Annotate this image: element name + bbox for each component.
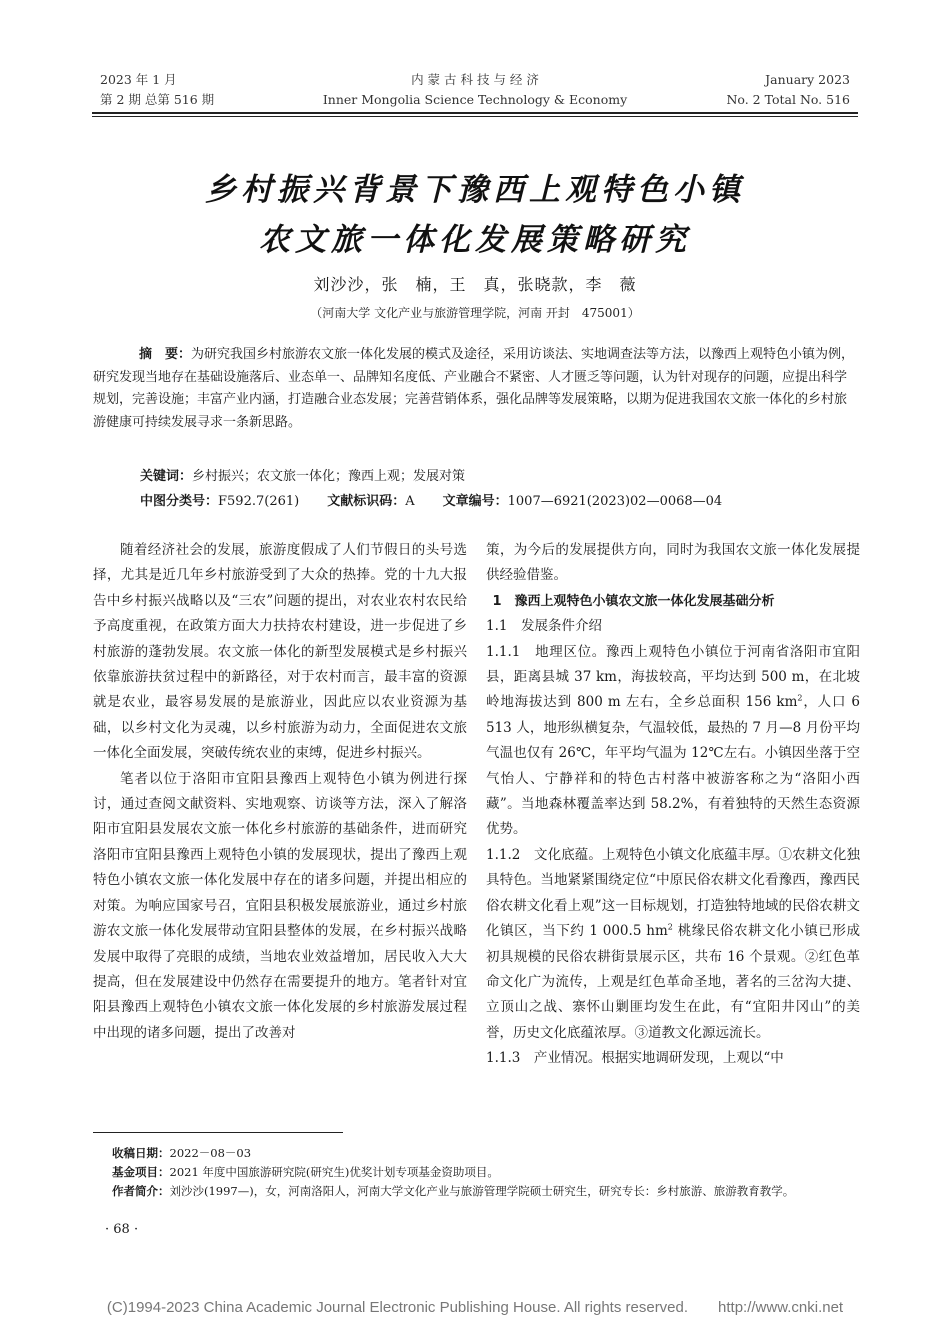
paragraph-geography-text-b: ，人口 6 513 人，地形纵横复杂，气温较低，最热的 7 月—8 月份平均气温也仅有 26℃，年平均气温为 12℃左右。小镇因坐落于空气怡人、宁静祥和的特色古村落中被游客称之为“洛阳小西藏”。当地森林覆盖率达到 58.2%，有着独特的天然生态资源优势。 xyxy=(486,694,860,838)
affiliation: （河南大学 文化产业与旅游管理学院，河南 开封 475001） xyxy=(310,306,640,320)
doc-code-label: 文献标识码： xyxy=(327,494,406,509)
author-bio-value: 刘沙沙(1997—)，女，河南洛阳人，河南大学文化产业与旅游管理学院硕士研究生，研究专长：乡村旅游、旅游教育教学。 xyxy=(169,1184,795,1198)
paragraph-culture-text-b: 桃缘民俗农耕文化小镇已形成初具规模的民俗农耕街景展示区，共布 16 个景观。②红色革命文化广为流传，上观是红色革命圣地，著名的三岔沟大捷、立顶山之战、寨怀山剿匪均发生在此，有“宜阳井冈山”的美誉，历史文化底蕴浓厚。③道教文化源远流长。 xyxy=(486,923,860,1041)
abstract-text: 为研究我国乡村旅游农文旅一体化发展的模式及途径，采用访谈法、实地调查法等方法，以豫西上观特色小镇为例，研究发现当地存在基础设施落后、业态单一、品牌知名度低、产业融合不紧密、人才匮乏等问题，认为针对现存的问题，应提出科学规划，完善设施；丰富产业内涵，打造融合业态发展；完善营销体系，强化品牌等发展策略，以期为促进我国农文旅一体化的乡村旅游健康可持续发展寻求一条新思路。 xyxy=(93,347,855,430)
section-heading-1: 1 豫西上观特色小镇农文旅一体化发展基础分析 xyxy=(492,593,775,609)
doc-code-value: A xyxy=(405,494,415,509)
intro-paragraph-continued: 策，为今后的发展提供方向，同时为我国农文旅一体化发展提供经验借鉴。 xyxy=(486,542,860,584)
article-metadata xyxy=(140,464,722,514)
subsection-heading-1-1: 1.1 发展条件介绍 xyxy=(486,618,602,635)
article-number-value: 1007—6921(2023)02—0068—04 xyxy=(507,494,723,509)
keywords-text: 乡村振兴；农文旅一体化；豫西上观；发展对策 xyxy=(192,469,466,484)
journal-name-cn: 内 蒙 古 科 技 与 经 济 xyxy=(411,72,539,87)
clc-value: F592.7(261) xyxy=(218,494,300,509)
issue-number-en: No. 2 Total No. 516 xyxy=(726,92,850,107)
superscript-area: 2 xyxy=(797,693,803,703)
paper-title-line1: 乡村振兴背景下豫西上观特色小镇 xyxy=(205,172,745,208)
author-list: 刘沙沙，张 楠，王 真，张晓款，李 薇 xyxy=(313,275,637,294)
classification-line xyxy=(140,489,722,514)
paragraph-geography-text-a: 1.1.1 地理区位。豫西上观特色小镇位于河南省洛阳市宜阳县，距离县城 37 km，海拔较高，平均达到 500 m，在北坡岭地海拔达到 800 m 左右，全乡总面积 156 km xyxy=(486,643,860,711)
body-left-column xyxy=(93,538,467,1046)
page-number: · 68 · xyxy=(105,1222,139,1237)
copyright-notice: (C)1994-2023 China Academic Journal Electronic Publishing House. All rights reserved. http://www.cnki.net xyxy=(106,1299,844,1316)
paragraph-culture xyxy=(486,843,860,1046)
paragraph-industry: 1.1.3 产业情况。根据实地调研发现，上观以“中 xyxy=(486,1050,784,1067)
body-right-column xyxy=(486,538,860,1072)
abstract-label: 摘 要： xyxy=(139,347,192,362)
running-header-left xyxy=(100,70,214,110)
author-bio-label: 作者简介： xyxy=(112,1184,170,1198)
article-number-label: 文章编号： xyxy=(442,494,508,509)
received-date-label: 收稿日期： xyxy=(112,1146,170,1160)
superscript-hectare: 2 xyxy=(667,922,673,932)
keywords-label: 关键词： xyxy=(140,469,193,484)
abstract xyxy=(93,344,859,434)
running-header-right xyxy=(726,70,850,110)
paper-title-line2: 农文旅一体化发展策略研究 xyxy=(259,222,691,258)
issue-date: 2023 年 1 月 xyxy=(100,72,177,87)
header-rule-thin xyxy=(92,116,858,117)
intro-paragraph-1: 随着经济社会的发展，旅游度假成了人们节假日的头号选择，尤其是近几年乡村旅游受到了大众的热捧。党的十九大报告中乡村振兴战略以及“三农”问题的提出，对农业农村农民给予高度重视，在政策方面大力扶持农村建设，进一步促进了乡村旅游的蓬勃发展。农文旅一体化的新型发展模式是乡村振兴依靠旅游扶贫过程中的新路径，对于农村而言，最丰富的资源就是农业，最容易发展的是旅游业，因此应以农业资源为基础，以乡村文化为灵魂，以乡村旅游为动力，全面促进农文旅一体化全面发展，突破传统农业的束缚，促进乡村振兴。 xyxy=(93,542,467,762)
received-date-line xyxy=(112,1144,862,1163)
issue-number: 第 2 期 总第 516 期 xyxy=(100,92,215,107)
received-date-value: 2022－08－03 xyxy=(169,1146,252,1160)
paragraph-geography xyxy=(486,640,860,843)
intro-paragraph-2: 笔者以位于洛阳市宜阳县豫西上观特色小镇为例进行探讨，通过查阅文献资料、实地观察、访谈等方法，深入了解洛阳市宜阳县发展农文旅一体化乡村旅游的基础条件，进而研究洛阳市宜阳县豫西上观特色小镇的发展现状，提出了豫西上观特色小镇农文旅一体化发展中存在的诸多问题，并提出相应的对策。为响应国家号召，宜阳县积极发展旅游业，通过乡村旅游农文旅一体化发展带动宜阳县整体的发展，在乡村振兴战略发展中取得了亮眼的成绩，当地农业效益增加，居民收入大大提高，但在发展建设中仍然存在需要提升的地方。笔者针对宜阳县豫西上观特色小镇农文旅一体化发展的乡村旅游发展过程中出现的诸多问题，提出了改善对 xyxy=(93,770,467,1041)
running-header-journal xyxy=(300,70,650,110)
fund-value: 2021 年度中国旅游研究院(研究生)优奖计划专项基金资助项目。 xyxy=(169,1165,499,1179)
paragraph-culture-text-a: 1.1.2 文化底蕴。上观特色小镇文化底蕴丰厚。①农耕文化独具特色。当地紧紧围绕定位“中原民俗农耕文化看豫西，豫西民俗农耕文化看上观”这一目标规划，打造独特地域的民俗农耕文化镇区，当下约 1 000.5 hm xyxy=(486,846,860,940)
footnote-rule xyxy=(93,1132,343,1133)
keywords-line xyxy=(140,464,722,489)
footnotes xyxy=(112,1144,862,1201)
author-bio-line xyxy=(112,1182,862,1201)
fund-label: 基金项目： xyxy=(112,1165,170,1179)
fund-line xyxy=(112,1163,862,1182)
issue-date-en: January 2023 xyxy=(765,72,850,87)
journal-name-en: Inner Mongolia Science Technology & Economy xyxy=(322,92,628,107)
header-rule-thick xyxy=(92,112,858,114)
clc-label: 中图分类号： xyxy=(140,494,219,509)
